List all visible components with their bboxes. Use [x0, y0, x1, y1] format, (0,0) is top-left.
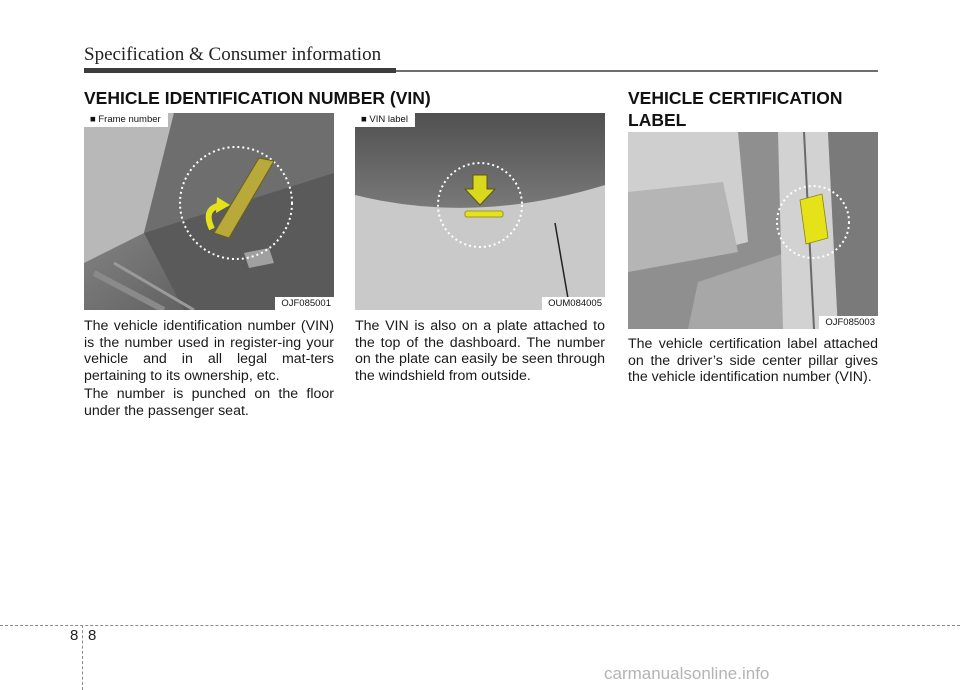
- vin-section-title: VEHICLE IDENTIFICATION NUMBER (VIN): [84, 88, 431, 108]
- certification-label-figure: [628, 132, 878, 329]
- cert-title-line2: LABEL: [628, 110, 687, 130]
- frame-number-label: ■ Frame number: [84, 113, 168, 127]
- page-section-number: 8: [70, 627, 79, 644]
- header-title: Specification & Consumer information: [84, 44, 382, 65]
- footer-divider: [82, 625, 83, 690]
- header-rule: [396, 70, 878, 72]
- vin-paragraph-1: The vehicle identification number (VIN) is the number used in register-ing your vehicle and in all legal mat-ters pertaining to its ownership, etc.: [84, 318, 334, 384]
- vin-label-image: [355, 113, 605, 310]
- frame-number-code: OJF085001: [275, 297, 334, 310]
- vin-label-figure: [355, 113, 605, 310]
- page-number: 8: [88, 627, 97, 644]
- vin-plate-paragraph: The VIN is also on a plate attached to the top of the dashboard. The number on the plate can easily be seen through the windshield from outside.: [355, 318, 605, 384]
- header-bar: [84, 68, 396, 73]
- cert-section-title: [628, 87, 843, 131]
- frame-number-figure: [84, 113, 334, 310]
- vin-paragraph-2: The number is punched on the floor under the passenger seat.: [84, 386, 334, 419]
- watermark: carmanualsonline.info: [604, 664, 770, 683]
- certification-label-image: [628, 132, 878, 329]
- footer-rule: [0, 625, 960, 626]
- certification-paragraph: The vehicle certification label attached on the driver’s side center pillar gives the vehicle identification number (VIN).: [628, 336, 878, 386]
- frame-number-image: [84, 113, 334, 310]
- certification-label-code: OJF085003: [819, 316, 878, 329]
- vin-label-label: ■ VIN label: [355, 113, 415, 127]
- vin-label-code: OUM084005: [542, 297, 605, 310]
- cert-title-line1: VEHICLE CERTIFICATION: [628, 88, 843, 108]
